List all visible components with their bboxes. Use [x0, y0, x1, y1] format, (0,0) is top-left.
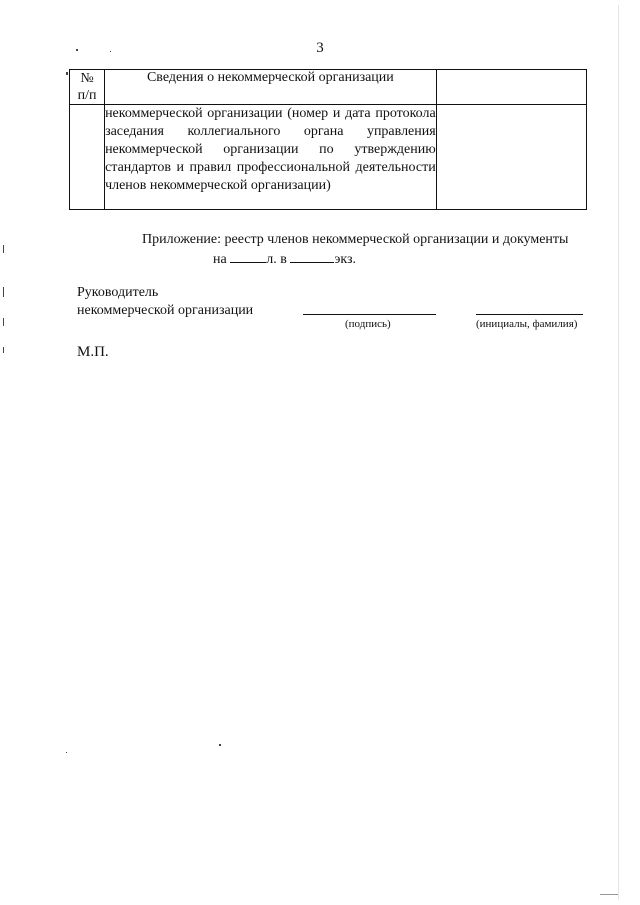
- appendix-copies-label: экз.: [334, 252, 356, 267]
- table-header-row: [70, 70, 587, 105]
- binding-mark: [3, 318, 4, 326]
- appendix-on-label: на: [213, 252, 227, 267]
- column-header-number-sign: №: [80, 71, 94, 86]
- column-header-info: Сведения о некоммерческой организации: [105, 70, 437, 105]
- appendix-sheets-label: л. в: [266, 252, 287, 267]
- scan-edge-line: [618, 5, 619, 900]
- row-number-cell: [70, 105, 105, 210]
- appendix-line-2: [213, 250, 356, 268]
- page-number: 3: [316, 40, 324, 56]
- director-title-line-1: Руководитель: [77, 285, 159, 300]
- scan-speck: [66, 72, 68, 75]
- column-header-extra: [436, 70, 586, 105]
- name-line[interactable]: [476, 314, 583, 315]
- binding-mark: [3, 287, 4, 297]
- table-row: [70, 105, 587, 210]
- row-extra-cell: [436, 105, 586, 210]
- scan-speck: [76, 49, 78, 51]
- name-caption: (инициалы, фамилия): [476, 318, 578, 330]
- signature-line[interactable]: [303, 314, 436, 315]
- row-info-cell: некоммерческой организации (номер и дата протокола заседания коллегиального органа управления некоммерческой организации по утверждению стандартов и правил профессиональной деятельности членов некоммерческой организации): [105, 105, 437, 210]
- organization-info-table: [69, 69, 587, 210]
- scan-corner-mark: [600, 894, 618, 895]
- binding-mark: [3, 347, 4, 353]
- column-header-number-abbr: п/п: [77, 88, 97, 103]
- column-header-number: [70, 70, 105, 105]
- director-title-line-2: некоммерческой организации: [77, 303, 254, 318]
- scan-speck: [66, 752, 67, 753]
- scan-speck: [110, 51, 111, 52]
- director-title: [77, 284, 253, 320]
- sheets-count-blank[interactable]: [230, 250, 266, 263]
- binding-mark: [3, 245, 4, 253]
- copies-count-blank[interactable]: [290, 250, 334, 263]
- seal-mark: М.П.: [77, 344, 109, 360]
- scan-speck: [219, 744, 221, 746]
- appendix-line-1: Приложение: реестр членов некоммерческой организации и документы: [142, 232, 569, 247]
- signature-caption: (подпись): [345, 318, 391, 330]
